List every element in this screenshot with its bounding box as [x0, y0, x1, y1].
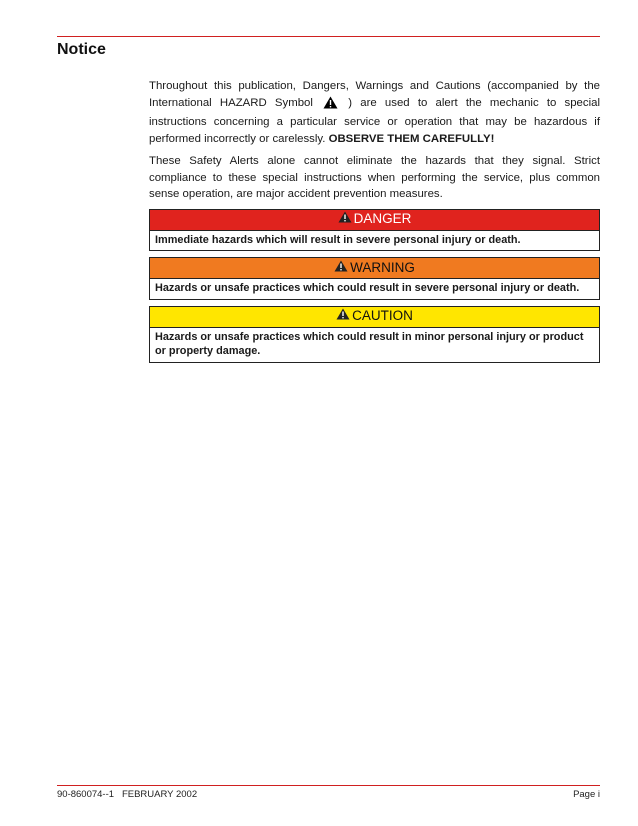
danger-box	[149, 209, 600, 252]
danger-text: Immediate hazards which will result in severe personal injury or death.	[150, 230, 599, 251]
caution-header	[150, 307, 599, 327]
document-id: 90-860074--1 FEBRUARY 2002	[57, 789, 198, 800]
warning-triangle-icon	[338, 211, 354, 228]
hazard-symbol-icon	[323, 96, 338, 115]
intro-paragraph-2: These Safety Alerts alone cannot eliminate the hazards that they signal. Strict compliance to these special instructions when performing the service, plus common sense operation, are major accident prevention measures.	[149, 155, 600, 200]
caution-label: CAUTION	[352, 308, 413, 324]
danger-header	[150, 210, 599, 230]
intro-text-after-icon: ) are used to alert the mechanic to special instructions concerning a particular service or operation that may be hazardous if performed incorrectly or carelessly.	[149, 96, 600, 145]
intro-emphasis: OBSERVE THEM CAREFULLY!	[328, 132, 495, 145]
notice-body	[149, 78, 600, 363]
warning-box	[149, 257, 600, 300]
warning-text: Hazards or unsafe practices which could result in severe personal injury or death.	[150, 278, 599, 299]
warning-label: WARNING	[350, 259, 415, 275]
intro-text-before-icon: Throughout this publication, Dangers, Warnings and Cautions (accompanied by the International HAZARD Symbol	[149, 80, 600, 109]
page-title: Notice	[57, 41, 106, 58]
warning-triangle-icon	[334, 260, 350, 277]
danger-label: DANGER	[353, 211, 412, 227]
footer-rule	[57, 785, 600, 786]
warning-header	[150, 258, 599, 278]
caution-text: Hazards or unsafe practices which could result in minor personal injury or product or property damage.	[150, 327, 599, 362]
intro-paragraph-1	[149, 78, 600, 147]
page-number: Page i	[573, 789, 600, 800]
caution-box	[149, 306, 600, 363]
warning-triangle-icon	[336, 308, 352, 325]
header-rule	[57, 36, 600, 37]
